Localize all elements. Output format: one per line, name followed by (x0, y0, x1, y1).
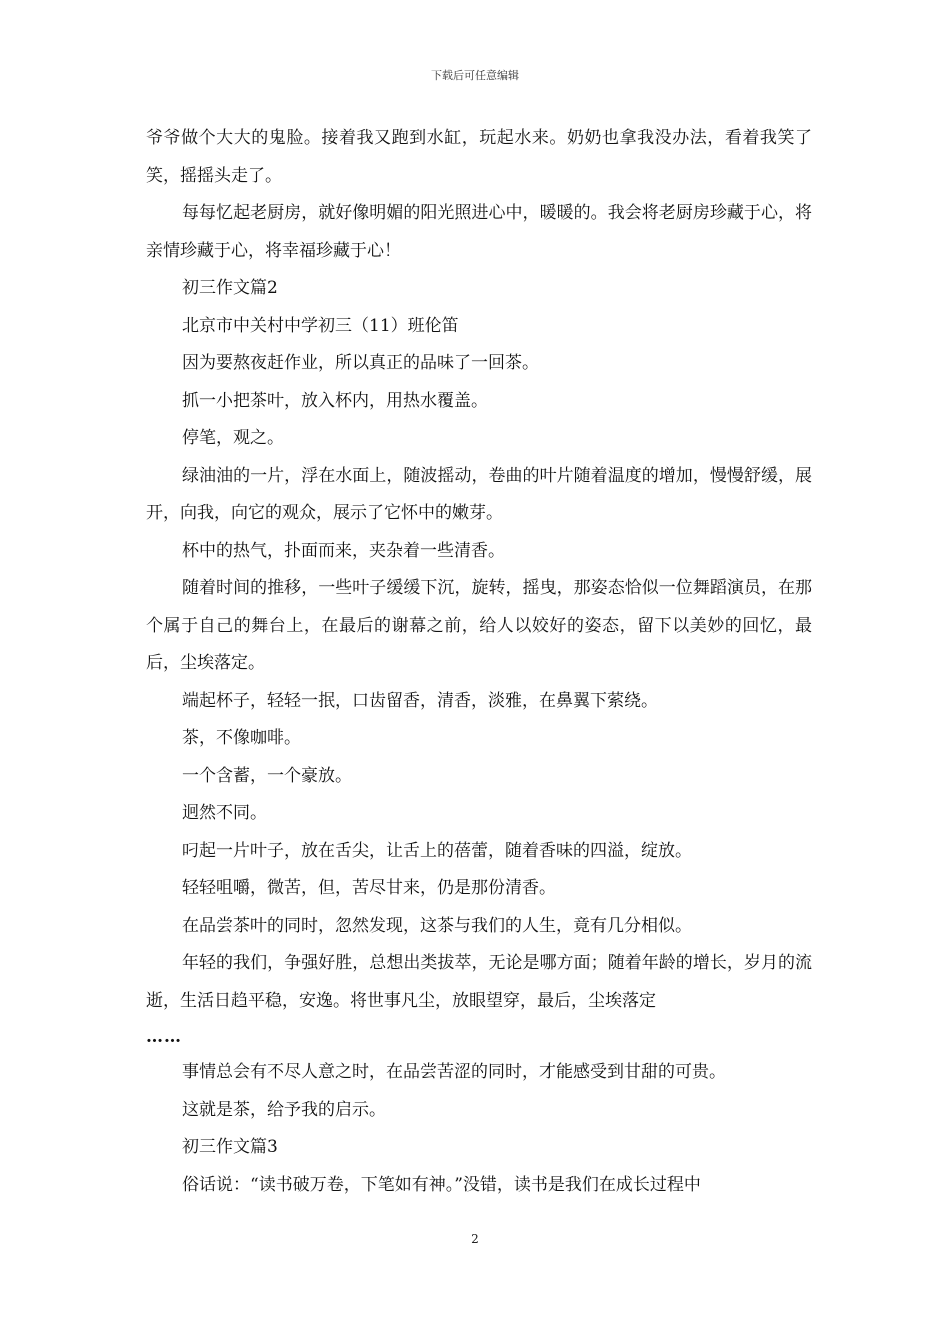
paragraph: 轻轻咀嚼，微苦，但，苦尽甘来，仍是那份清香。 (182, 878, 556, 898)
paragraph: 因为要熬夜赶作业，所以真正的品味了一回茶。 (182, 353, 539, 373)
author-line: 北京市中关村中学初三（11）班伦笛 (182, 315, 459, 336)
paragraph: 事情总会有不尽人意之时，在品尝苦涩的同时，才能感受到甘甜的可贵。 (182, 1062, 726, 1082)
paragraph: 随着时间的推移，一些叶子缓缓下沉，旋转，摇曳，那姿态恰似一位舞蹈演员，在那个属于自己的舞台上，在最后的谢幕之前，给人以姣好的姿态，留下以美妙的回忆，最后，尘埃落定。 (146, 578, 812, 673)
page-header: 下载后可任意编辑 (431, 69, 519, 82)
paragraph: 一个含蓄，一个豪放。 (182, 765, 352, 786)
paragraph: 年轻的我们，争强好胜，总想出类拔萃，无论是哪方面；随着年龄的增长，岁月的流逝，生活日趋平稳，安逸。将世事凡尘，放眼望穿，最后，尘埃落定 (146, 953, 812, 1011)
paragraph: 在品尝茶叶的同时，忽然发现，这茶与我们的人生，竟有几分相似。 (182, 915, 692, 936)
paragraph: 俗话说：“读书破万卷，下笔如有神。”没错，读书是我们在成长过程中 (182, 1174, 701, 1195)
paragraph: 爷爷做个大大的鬼脸。接着我又跑到水缸，玩起水来。奶奶也拿我没办法，看着我笑了笑，摇摇头走了。 (146, 128, 812, 186)
page-number: 2 (471, 1232, 479, 1246)
paragraph: 抓一小把茶叶，放入杯内，用热水覆盖。 (182, 390, 488, 411)
paragraph: 端起杯子，轻轻一抿，口齿留香，清香，淡雅，在鼻翼下萦绕。 (182, 690, 658, 711)
section-heading: 初三作文篇3 (182, 1137, 278, 1157)
paragraph: 杯中的热气，扑面而来，夹杂着一些清香。 (182, 540, 505, 561)
paragraph: 每每忆起老厨房，就好像明媚的阳光照进心中，暖暖的。我会将老厨房珍藏于心，将亲情珍藏于心，将幸福珍藏于心！ (146, 203, 812, 261)
paragraph: 绿油油的一片，浮在水面上，随波摇动，卷曲的叶片随着温度的增加，慢慢舒缓，展开，向我，向它的观众，展示了它怀中的嫩芽。 (146, 465, 812, 523)
paragraph: 这就是茶，给予我的启示。 (182, 1099, 386, 1120)
section-heading: 初三作文篇2 (182, 278, 278, 298)
paragraph: 迥然不同。 (182, 803, 267, 823)
paragraph: 茶，不像咖啡。 (182, 728, 301, 748)
paragraph: 叼起一片叶子，放在舌尖，让舌上的蓓蕾，随着香味的四溢，绽放。 (182, 840, 692, 861)
ellipsis-line: …… (146, 1027, 182, 1047)
paragraph: 停笔，观之。 (182, 428, 284, 448)
document-body (146, 120, 812, 1204)
